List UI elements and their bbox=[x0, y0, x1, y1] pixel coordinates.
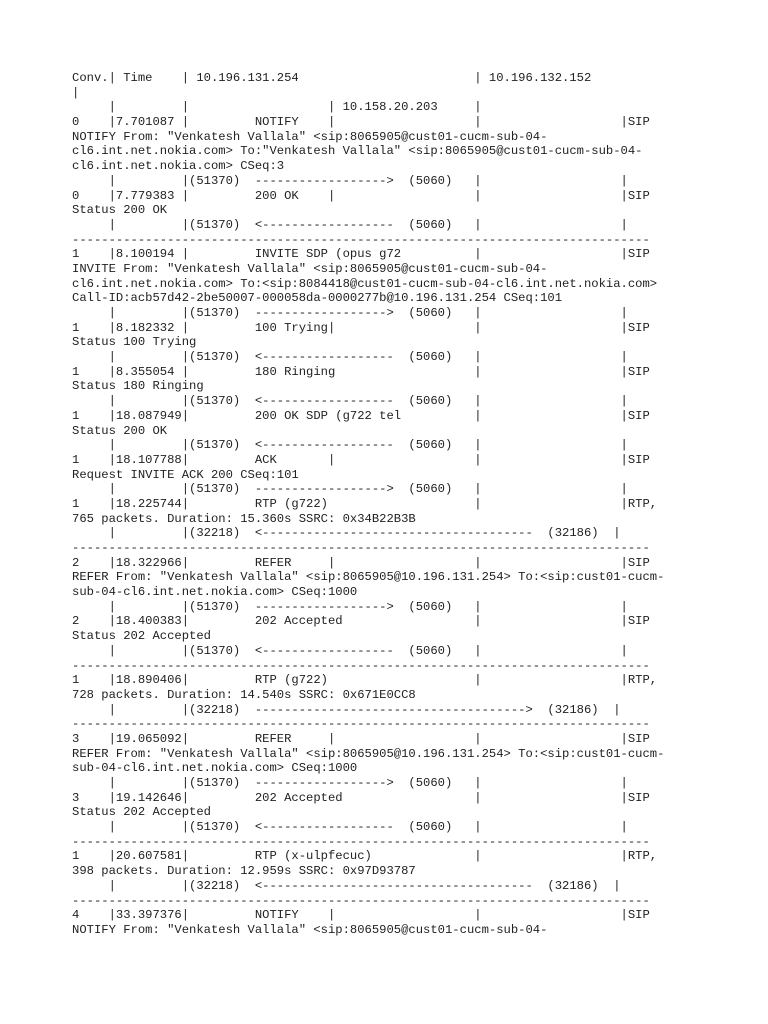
text-line: REFER From: "Venkatesh Vallala" <sip:8065905@10.196.131.254> To:<sip:cust01-cucm- bbox=[72, 746, 665, 761]
text-line: | |(51370) ------------------> (5060) | | bbox=[72, 482, 628, 497]
text-line: | |(51370) ------------------> (5060) | | bbox=[72, 173, 628, 188]
text-line: ------------------------------------------------------------------------------- bbox=[72, 541, 650, 555]
text-line: ------------------------------------------------------------------------------- bbox=[72, 717, 650, 732]
text-line: 3 |19.065092| REFER | | |SIP bbox=[72, 731, 650, 746]
text-line: 398 packets. Duration: 12.959s SSRC: 0x97D93787 bbox=[72, 864, 416, 879]
text-line: 2 |18.400383| 202 Accepted | |SIP bbox=[72, 614, 650, 629]
text-line: 1 |18.890406| RTP (g722) | |RTP, bbox=[72, 673, 658, 688]
text-line: 1 |18.225744| RTP (g722) | |RTP, bbox=[72, 496, 658, 511]
text-line: cl6.int.net.nokia.com> To:"Venkatesh Vallala" <sip:8065905@cust01-cucm-sub-04- bbox=[72, 144, 643, 159]
text-line: | |(51370) <------------------ (5060) | | bbox=[72, 438, 628, 453]
text-line: ------------------------------------------------------------------------------- bbox=[72, 893, 650, 908]
text-line: Status 200 OK bbox=[72, 423, 168, 438]
text-line: cl6.int.net.nokia.com> CSeq:3 bbox=[72, 159, 285, 174]
text-line: NOTIFY From: "Venkatesh Vallala" <sip:8065905@cust01-cucm-sub-04- bbox=[72, 922, 548, 937]
flow-document bbox=[72, 71, 762, 938]
text-line: 1 |18.107788| ACK | | |SIP bbox=[72, 452, 650, 467]
text-line: | bbox=[72, 85, 80, 100]
text-line: | |(32218) <------------------------------------- (32186) | bbox=[72, 878, 621, 893]
text-line: Status 200 OK bbox=[72, 203, 168, 218]
text-line: | |(51370) ------------------> (5060) | | bbox=[72, 306, 628, 320]
text-line: | |(51370) <------------------ (5060) | | bbox=[72, 643, 628, 658]
text-line: 1 |20.607581| RTP (x-ulpfecuc) | |RTP, bbox=[72, 849, 658, 864]
text-line: | |(51370) <------------------ (5060) | | bbox=[72, 217, 628, 232]
text-line: 2 |18.322966| REFER | | |SIP bbox=[72, 555, 650, 570]
text-line: | |(32218) -------------------------------------> (32186) | bbox=[72, 702, 621, 717]
text-line: 1 |18.087949| 200 OK SDP (g722 tel | |SIP bbox=[72, 408, 650, 423]
text-line: Status 180 Ringing bbox=[72, 379, 204, 394]
text-line: ------------------------------------------------------------------------------- bbox=[72, 834, 650, 849]
text-line: INVITE From: "Venkatesh Vallala" <sip:8065905@cust01-cucm-sub-04- bbox=[72, 261, 548, 276]
text-line: 728 packets. Duration: 14.540s SSRC: 0x671E0CC8 bbox=[72, 687, 416, 702]
text-line: 4 |33.397376| NOTIFY | | |SIP bbox=[72, 908, 650, 923]
text-line: Status 202 Accepted bbox=[72, 629, 211, 644]
text-line: | |(51370) <------------------ (5060) | | bbox=[72, 820, 628, 835]
text-line: | |(51370) ------------------> (5060) | | bbox=[72, 776, 628, 790]
text-line: 1 |8.182332 | 100 Trying| | |SIP bbox=[72, 320, 650, 335]
text-line: 3 |19.142646| 202 Accepted | |SIP bbox=[72, 790, 650, 805]
text-line: ------------------------------------------------------------------------------- bbox=[72, 658, 650, 673]
text-line: sub-04-cl6.int.net.nokia.com> CSeq:1000 bbox=[72, 761, 358, 776]
text-line: Status 100 Trying bbox=[72, 335, 197, 350]
text-line: ------------------------------------------------------------------------------- bbox=[72, 232, 650, 247]
text-line: 1 |8.100194 | INVITE SDP (opus g72 | |SIP bbox=[72, 247, 650, 262]
text-line: 0 |7.701087 | NOTIFY | | |SIP bbox=[72, 115, 650, 130]
text-line: 1 |8.355054 | 180 Ringing | |SIP bbox=[72, 364, 650, 379]
text-line: REFER From: "Venkatesh Vallala" <sip:8065905@10.196.131.254> To:<sip:cust01-cucm- bbox=[72, 570, 665, 585]
text-line: | |(51370) ------------------> (5060) | | bbox=[72, 599, 628, 614]
text-line: Status 202 Accepted bbox=[72, 805, 211, 820]
text-line: sub-04-cl6.int.net.nokia.com> CSeq:1000 bbox=[72, 585, 358, 600]
text-line: Conv.| Time | 10.196.131.254 | 10.196.132.152 bbox=[72, 71, 592, 85]
text-line: 765 packets. Duration: 15.360s SSRC: 0x34B22B3B bbox=[72, 511, 416, 526]
text-line: | | | 10.158.20.203 | bbox=[72, 100, 482, 115]
text-line: Request INVITE ACK 200 CSeq:101 bbox=[72, 467, 299, 482]
text-line: Call-ID:acb57d42-2be50007-000058da-0000277b@10.196.131.254 CSeq:101 bbox=[72, 291, 563, 306]
text-line: NOTIFY From: "Venkatesh Vallala" <sip:8065905@cust01-cucm-sub-04- bbox=[72, 129, 548, 144]
text-line: 0 |7.779383 | 200 OK | | |SIP bbox=[72, 188, 650, 203]
text-line: | |(51370) <------------------ (5060) | | bbox=[72, 350, 628, 365]
text-line: | |(32218) <------------------------------------- (32186) | bbox=[72, 526, 621, 541]
text-line: cl6.int.net.nokia.com> To:<sip:8084418@cust01-cucm-sub-04-cl6.int.net.nokia.com> bbox=[72, 276, 658, 291]
text-line: | |(51370) <------------------ (5060) | | bbox=[72, 394, 628, 409]
